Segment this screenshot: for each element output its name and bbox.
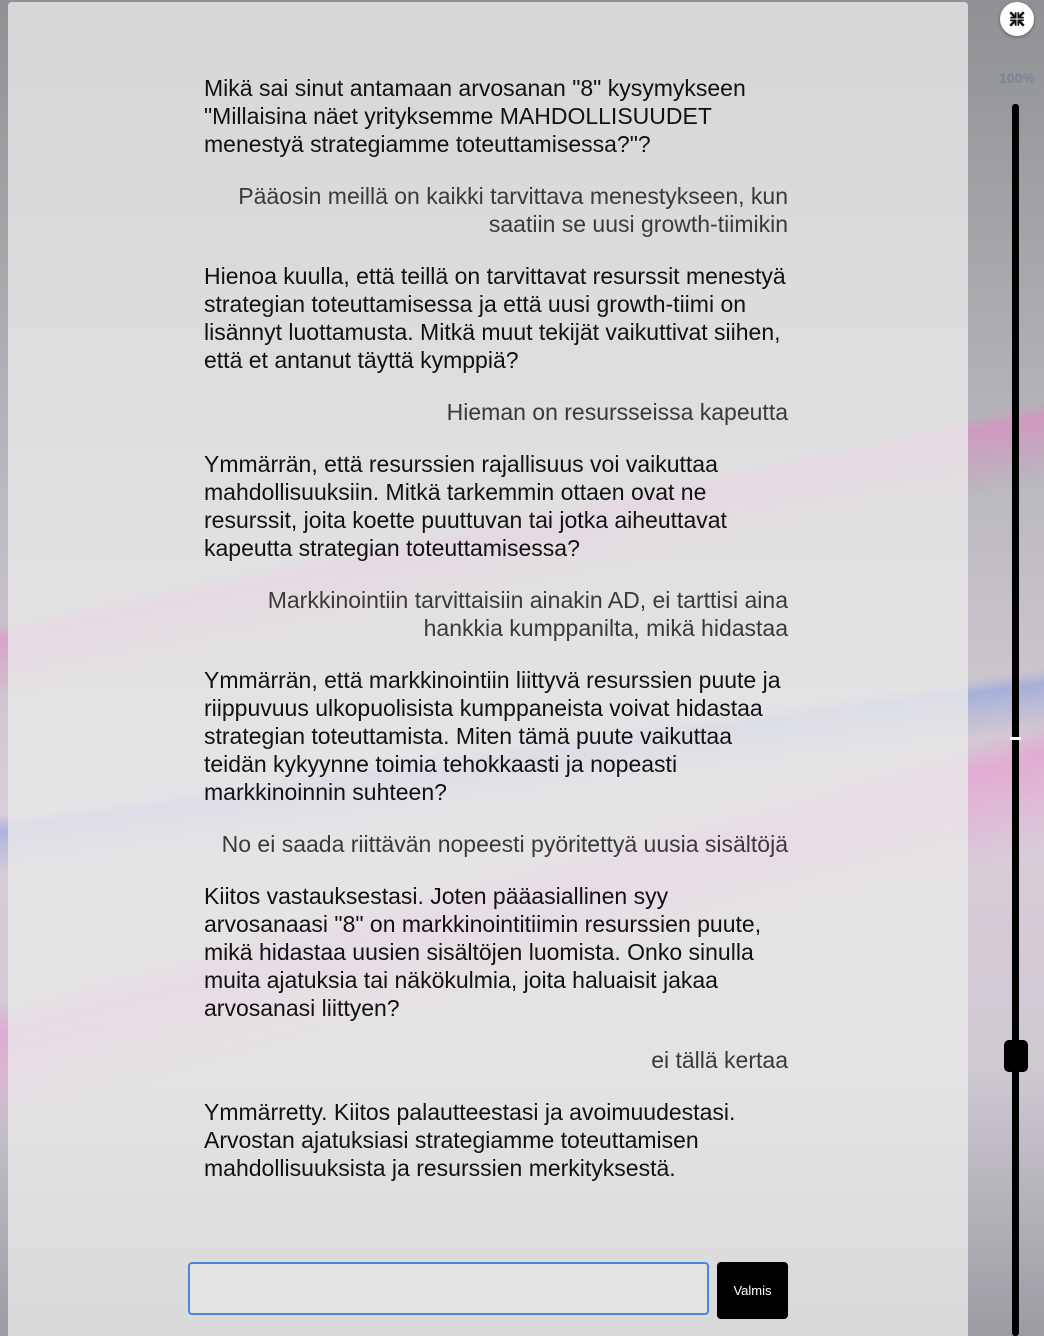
bot-message: Ymmärretty. Kiitos palautteestasi ja avoimuudestasi. Arvostan ajatuksiasi strategiamme toteuttamisen mahdollisuuksista ja resurssien merkityksestä.: [204, 1099, 736, 1181]
bot-message: Kiitos vastauksestasi. Joten pääasiallinen syy arvosanaasi "8" on markkinointitiimin resurssien puute, mikä hidastaa uusien sisältöjen luomista. Onko sinulla muita ajatuksia tai näkökulmia, joita haluaisit jakaa arvosanasi liittyen?: [204, 883, 762, 1021]
answer-input[interactable]: [188, 1262, 709, 1315]
scroll-handle[interactable]: [1004, 1040, 1028, 1072]
user-message: Markkinointiin tarvittaisiin ainakin AD, ei tarttisi aina hankkia kumppanilta, mikä hidastaa: [267, 587, 788, 641]
bot-message: Ymmärrän, että resurssien rajallisuus voi vaikuttaa mahdollisuuksiin. Mitkä tarkemmin ottaen ovat ne resurssit, joita koette puuttuvan tai jotka aiheuttavat kapeutta strategian toteuttamisessa?: [204, 451, 727, 561]
progress-percent: 100%: [999, 70, 1035, 86]
user-message: Pääosin meillä on kaikki tarvittava menestykseen, kun saatiin se uusi growth-tiimikin: [238, 183, 788, 237]
chat-transcript: [196, 74, 788, 1206]
done-button[interactable]: Valmis: [717, 1262, 788, 1319]
composer: [188, 1262, 788, 1319]
minimize-button[interactable]: [1000, 2, 1034, 36]
user-message: ei tällä kertaa: [651, 1047, 788, 1073]
scroll-track[interactable]: [1012, 104, 1019, 1336]
bot-message: Hienoa kuulla, että teillä on tarvittavat resurssit menestyä strategian toteuttamisessa ja että uusi growth-tiimi on lisännyt luottamusta. Mitkä muut tekijät vaikuttivat siihen, että et antanut täyttä kymppiä?: [204, 263, 786, 373]
user-message: Hieman on resursseissa kapeutta: [446, 399, 788, 425]
bot-message: Mikä sai sinut antamaan arvosanan "8" kysymykseen "Millaisina näet yrityksemme MAHDOLLISUUDET menestyä strategiamme toteuttamisessa?"?: [204, 75, 746, 157]
collapse-arrows-icon: [1008, 10, 1026, 28]
user-message: No ei saada riittävän nopeesti pyöritettyä uusia sisältöjä: [221, 831, 788, 857]
bot-message: Ymmärrän, että markkinointiin liittyvä resurssien puute ja riippuvuus ulkopuolisista kumppaneista voivat hidastaa strategian toteuttamista. Miten tämä puute vaikuttaa teidän kykyynne toimia tehokkaasti ja nopeasti markkinoinnin suhteen?: [204, 667, 781, 805]
chat-panel: [8, 2, 968, 1336]
scroll-track-marker: [1010, 737, 1021, 740]
